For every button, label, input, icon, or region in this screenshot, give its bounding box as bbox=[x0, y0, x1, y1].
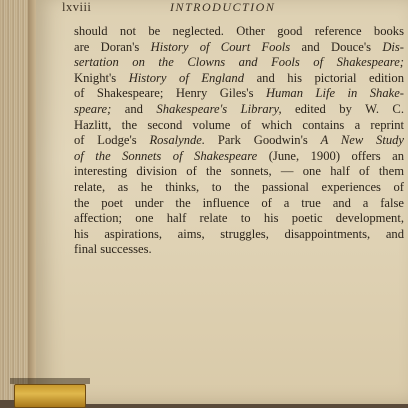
text-line bbox=[74, 55, 404, 71]
text-line bbox=[74, 102, 404, 118]
italic-text: A New Study bbox=[320, 133, 405, 148]
text-run: Park Goodwin's bbox=[205, 133, 321, 148]
italic-text: Dis- bbox=[382, 39, 405, 54]
text-line bbox=[74, 227, 404, 243]
text-run: are Doran's bbox=[74, 39, 151, 54]
text-line bbox=[74, 40, 404, 56]
text-run: and bbox=[111, 101, 157, 116]
text-line bbox=[74, 86, 404, 102]
text-run: edited by W. C. bbox=[281, 101, 404, 116]
text-run: Knight's bbox=[74, 70, 129, 85]
italic-text: History of Court Fools bbox=[150, 39, 291, 54]
italic-text: History of England bbox=[128, 70, 245, 85]
text-run: Hazlitt, the second volume of which contains a reprint bbox=[74, 117, 404, 132]
page-edges bbox=[0, 0, 30, 400]
page-number: lxviii bbox=[62, 0, 92, 14]
text-run: of Lodge's bbox=[74, 133, 150, 148]
text-line bbox=[74, 133, 404, 149]
text-run: relate, as he thinks, to the passional experiences of bbox=[74, 179, 404, 194]
italic-text: of the Sonnets of Shakespeare bbox=[74, 148, 258, 163]
text-line bbox=[74, 211, 404, 227]
text-run: and his pictorial edition bbox=[244, 70, 404, 85]
text-line bbox=[74, 118, 404, 134]
italic-text: speare; bbox=[74, 101, 112, 116]
text-run: affection; one half relate to his poetic development, bbox=[74, 211, 404, 226]
italic-text: Rosalynde. bbox=[149, 133, 206, 148]
text-run: should not be neglected. Other good reference books bbox=[74, 24, 404, 38]
page-header bbox=[62, 0, 378, 18]
text-run: his aspirations, aims, struggles, disappointments, and bbox=[74, 226, 404, 241]
text-line bbox=[74, 149, 404, 165]
book-page bbox=[36, 0, 408, 404]
text-run: final successes. bbox=[74, 242, 152, 257]
text-run: and Douce's bbox=[290, 39, 383, 54]
text-line bbox=[74, 180, 404, 196]
text-line bbox=[74, 196, 404, 212]
text-line bbox=[74, 242, 404, 258]
running-head: INTRODUCTION bbox=[170, 0, 276, 14]
text-run: of Shakespeare; Henry Giles's bbox=[74, 86, 266, 101]
text-run: the poet under the influence of a true and a false bbox=[74, 195, 404, 210]
text-run: interesting division of the sonnets, — one half of them bbox=[74, 164, 404, 179]
text-run: (June, 1900) offers an bbox=[257, 148, 404, 163]
text-line bbox=[74, 71, 404, 87]
italic-text: Human Life in Shake- bbox=[265, 86, 404, 101]
body-text bbox=[74, 24, 404, 258]
italic-text: sertation on the Clowns and Fools of Shakespeare; bbox=[74, 55, 404, 70]
bookmark-tab bbox=[14, 384, 86, 408]
italic-text: Shakespeare's Library, bbox=[156, 101, 282, 116]
text-line bbox=[74, 164, 404, 180]
text-line bbox=[74, 24, 404, 40]
